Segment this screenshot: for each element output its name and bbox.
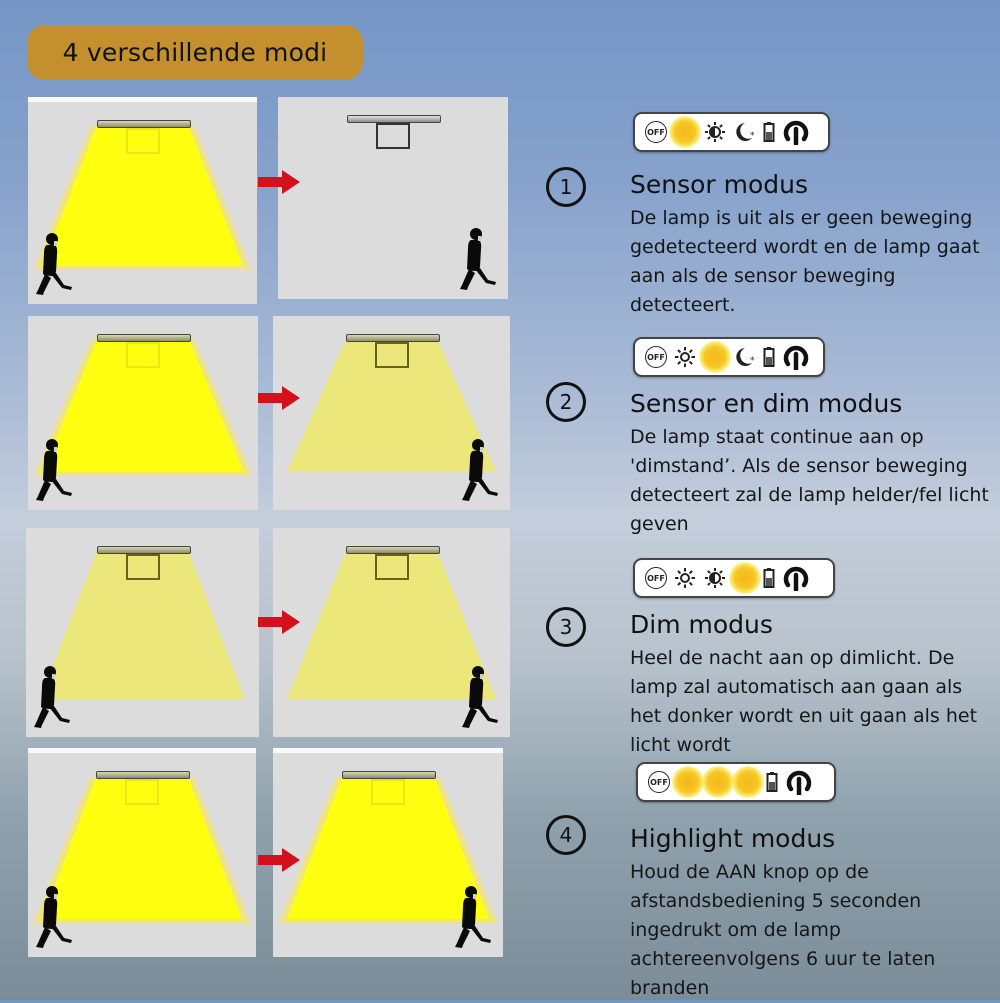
- lamp-bar: [97, 334, 191, 342]
- dim-sun-icon: [703, 566, 727, 590]
- mode-number: 4: [559, 823, 573, 847]
- mode-title: Sensor modus: [630, 170, 809, 199]
- walking-person-icon: [453, 885, 499, 951]
- svg-text:*: *: [750, 131, 755, 141]
- sensor-icon: [126, 342, 160, 368]
- power-icon: [784, 770, 814, 794]
- moon-star-icon: [733, 566, 757, 590]
- mode-number-badge: [546, 607, 586, 647]
- moon-star-icon: [736, 770, 760, 794]
- sensor-icon: [126, 128, 160, 154]
- arrow-right-icon: [258, 848, 300, 872]
- dim-sun-icon: [703, 120, 727, 144]
- mode-number-badge: [546, 815, 586, 855]
- bright-sun-icon: [676, 770, 700, 794]
- bright-sun-icon: [673, 345, 697, 369]
- remote-control-display: [633, 337, 825, 377]
- page-title: 4 verschillende modi: [62, 38, 328, 67]
- lamp-bar: [97, 120, 191, 128]
- arrow-right-icon: [258, 610, 300, 634]
- battery-icon: [763, 120, 775, 144]
- mode-number: 3: [559, 615, 573, 639]
- mode-title: Dim modus: [630, 610, 773, 639]
- walking-person-icon: [34, 885, 80, 951]
- bright-sun-icon: [673, 566, 697, 590]
- walking-person-icon: [32, 665, 78, 731]
- sensor-icon: [375, 342, 409, 368]
- illustration-panel-after: [278, 97, 508, 299]
- illustration-panel-after: [273, 528, 510, 737]
- battery-icon: [763, 345, 775, 369]
- dim-sun-icon: [706, 770, 730, 794]
- lamp-bar: [347, 115, 441, 123]
- battery-icon: [766, 770, 778, 794]
- mode-description: Houd de AAN knop op de afstandsbediening 5 seconden ingedrukt om de lamp achtereenvolgens 6 uur te laten branden: [630, 861, 936, 999]
- walking-person-icon: [460, 665, 506, 731]
- off-icon: OFF: [645, 346, 667, 368]
- walking-person-icon: [458, 227, 504, 293]
- battery-icon: [763, 566, 775, 590]
- lamp-bar: [97, 546, 191, 554]
- illustration-panel-after: [273, 316, 510, 510]
- sensor-icon: [375, 554, 409, 580]
- bright-sun-icon: [673, 120, 697, 144]
- off-icon: OFF: [648, 771, 670, 793]
- arrow-right-icon: [258, 386, 300, 410]
- remote-control-display: [633, 112, 830, 152]
- moon-star-icon: [733, 120, 757, 144]
- lamp-bar: [346, 334, 440, 342]
- mode-description: Heel de nacht aan op dimlicht. De lamp zal automatisch aan gaan als het donker wordt en uit gaan als het licht wordt: [630, 647, 978, 756]
- dim-sun-icon: [703, 345, 727, 369]
- sensor-icon: [125, 779, 159, 805]
- off-icon: OFF: [645, 121, 667, 143]
- svg-text:*: *: [750, 356, 755, 366]
- moon-star-icon: [733, 345, 757, 369]
- mode-number-badge: [546, 382, 586, 422]
- sensor-icon: [126, 554, 160, 580]
- remote-control-display: [633, 558, 835, 598]
- arrow-right-icon: [258, 170, 300, 194]
- power-icon: [781, 345, 811, 369]
- illustration-panel-before: [28, 97, 257, 304]
- mode-title: Highlight modus: [630, 824, 836, 853]
- illustration-panel-after: [273, 748, 503, 957]
- page-title-badge: [27, 25, 363, 80]
- lamp-bar: [346, 546, 440, 554]
- walking-person-icon: [34, 232, 80, 298]
- remote-control-display: [636, 762, 836, 802]
- mode-title: Sensor en dim modus: [630, 389, 903, 418]
- mode-description: De lamp staat continue aan op 'dimstand’. Als de sensor beweging detecteert zal de lamp helder/fel licht geven: [630, 426, 989, 535]
- mode-description: De lamp is uit als er geen beweging gedetecteerd wordt en de lamp gaat aan als de sensor beweging detecteert.: [630, 207, 980, 316]
- sensor-icon: [376, 123, 410, 149]
- walking-person-icon: [460, 438, 506, 504]
- mode-number: 1: [559, 175, 573, 199]
- power-icon: [781, 566, 811, 590]
- power-icon: [781, 120, 811, 144]
- mode-number: 2: [559, 390, 573, 414]
- mode-number-badge: [546, 167, 586, 207]
- illustration-panel-before: [28, 748, 256, 957]
- illustration-panel-before: [26, 528, 259, 737]
- off-icon: OFF: [645, 567, 667, 589]
- walking-person-icon: [34, 438, 80, 504]
- lamp-bar: [342, 771, 436, 779]
- illustration-panel-before: [28, 316, 258, 510]
- sensor-icon: [371, 779, 405, 805]
- lamp-bar: [96, 771, 190, 779]
